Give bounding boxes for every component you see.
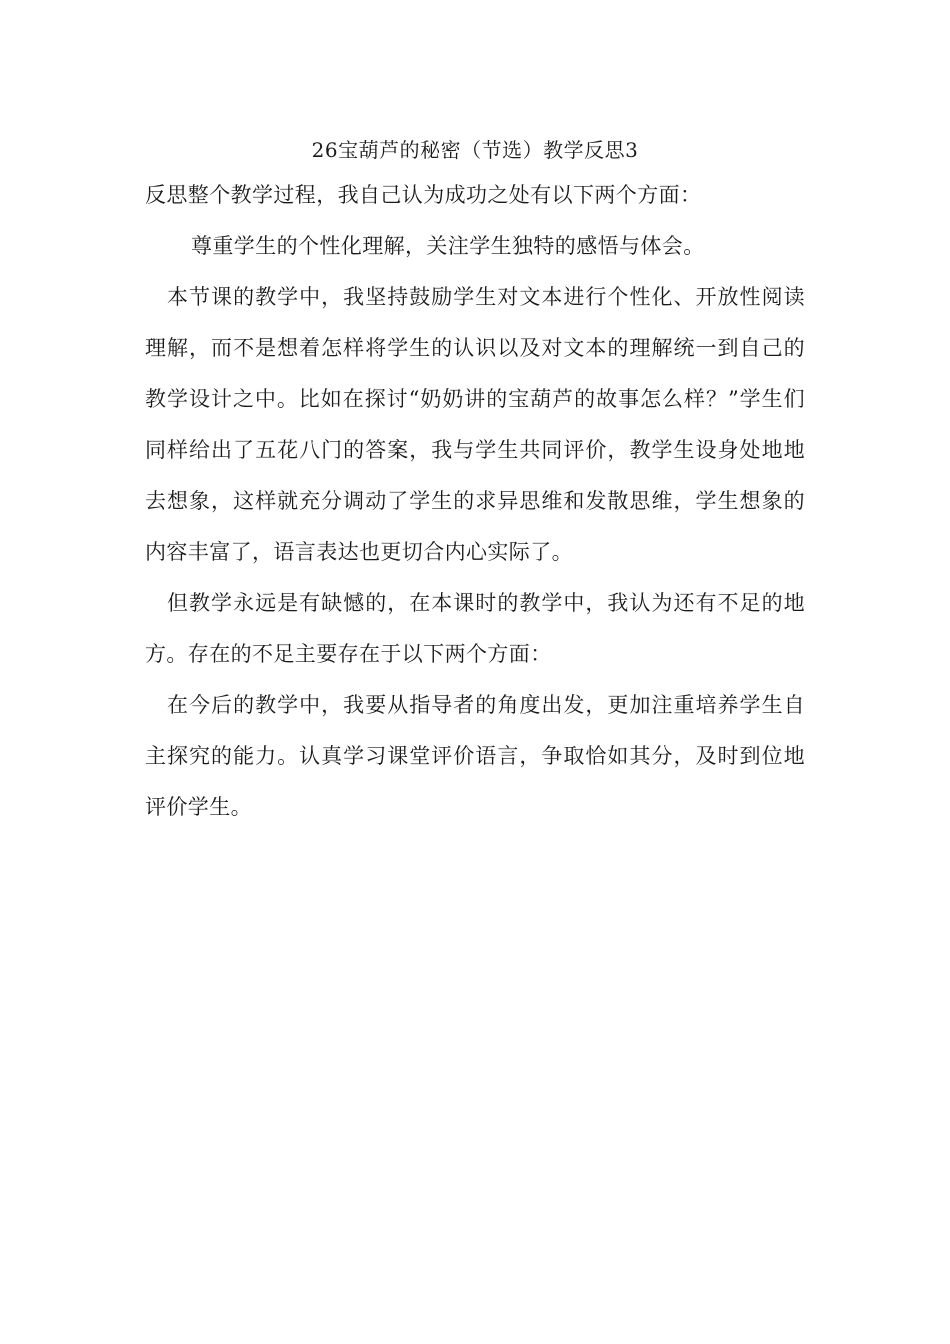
paragraph-shortcomings: 但教学永远是有缺憾的，在本课时的教学中，我认为还有不足的地方。存在的不足主要存在于以下两个方面：	[145, 591, 805, 666]
document-title: 26宝葫芦的秘密（节选）教学反思3	[311, 138, 639, 162]
paragraph-point-heading: 尊重学生的个性化理解，关注学生独特的感悟与体会。	[191, 234, 705, 258]
paragraph-future-plan: 在今后的教学中，我要从指导者的角度出发，更加注重培养学生自主探究的能力。认真学习课堂评价语言，争取恰如其分，及时到位地评价学生。	[145, 693, 805, 819]
paragraph-intro: 反思整个教学过程，我自己认为成功之处有以下两个方面：	[145, 183, 702, 207]
paragraph-lesson-practice: 本节课的教学中，我坚持鼓励学生对文本进行个性化、开放性阅读理解，而不是想着怎样将学生的认识以及对文本的理解统一到自己的教学设计之中。比如在探讨“奶奶讲的宝葫芦的故事怎么样？”学生们同样给出了五花八门的答案，我与学生共同评价，教学生设身处地地去想象，这样就充分调动了学生的求异思维和发散思维，学生想象的内容丰富了，语言表达也更切合内心实际了。	[145, 285, 805, 564]
document-body	[145, 130, 805, 833]
